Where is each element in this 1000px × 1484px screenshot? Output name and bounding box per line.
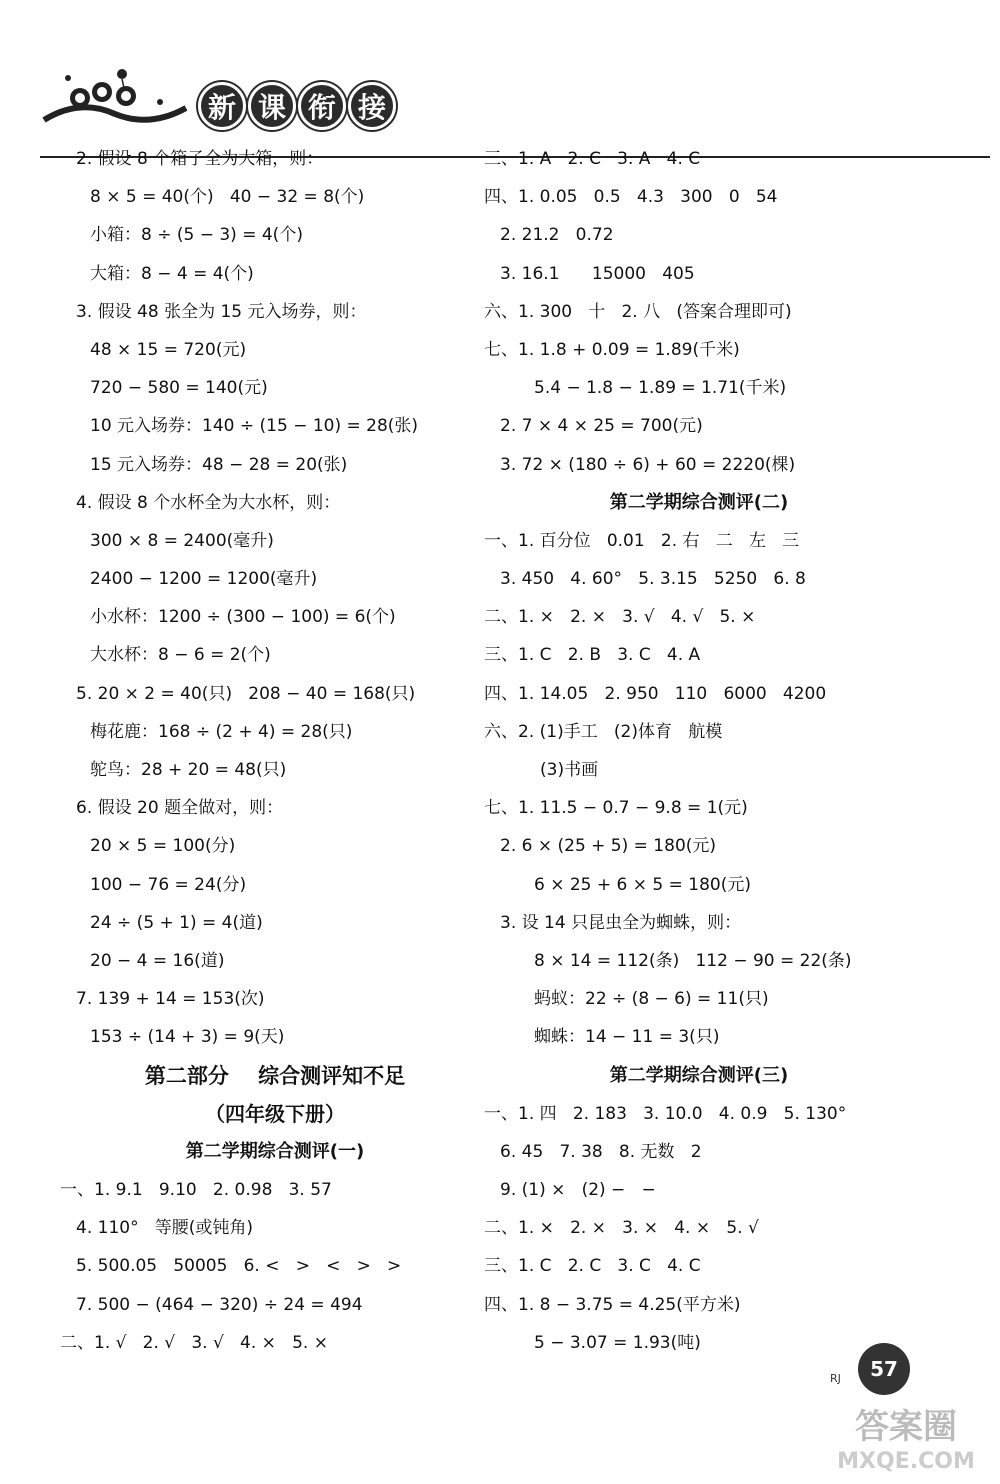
title-char: 新	[198, 82, 246, 130]
answer-line: 蚂蚁：22 ÷ (8 − 6) = 11(只)	[534, 989, 769, 1010]
page-header	[40, 68, 990, 138]
svg-text:答案圈: 答案圈	[855, 1407, 957, 1447]
answer-line: (3)书画	[540, 760, 599, 780]
answer-line: 二、1. × 2. × 3. √ 4. √ 5. ×	[484, 607, 756, 628]
answer-line: 6 × 25 + 6 × 5 = 180(元)	[534, 874, 751, 895]
answer-line: 48 × 15 = 720(元)	[90, 339, 247, 360]
section-heading: 第二学期综合测评(二)	[609, 491, 789, 513]
answer-line: 3. 假设 48 张全为 15 元入场券，则：	[76, 301, 367, 322]
answer-line: 4. 110° 等腰(或钝角)	[76, 1218, 254, 1239]
answer-line: 四、1. 8 − 3.75 = 4.25(平方米)	[484, 1294, 741, 1315]
answer-line: 2. 21.2 0.72	[500, 225, 614, 246]
answer-line: 大箱：8 − 4 = 4(个)	[90, 263, 254, 284]
answer-line: 一、1. 四 2. 183 3. 10.0 4. 0.9 5. 130°	[484, 1103, 847, 1124]
answer-line: 4. 假设 8 个水杯全为大水杯，则：	[76, 492, 341, 513]
answer-line: 四、1. 0.05 0.5 4.3 300 0 54	[484, 187, 778, 208]
answer-line: 3. 450 4. 60° 5. 3.15 5250 6. 8	[500, 569, 806, 590]
answer-line: 100 − 76 = 24(分)	[90, 874, 247, 895]
answer-line: 三、1. C 2. C 3. C 4. C	[484, 1256, 701, 1277]
answer-line: 2. 6 × (25 + 5) = 180(元)	[500, 836, 717, 857]
answer-line: 2. 7 × 4 × 25 = 700(元)	[500, 416, 703, 437]
answer-line: 6. 45 7. 38 8. 无数 2	[500, 1141, 702, 1162]
answer-line: 15 元入场券：48 − 28 = 20(张)	[90, 454, 348, 475]
answer-line: 20 × 5 = 100(分)	[90, 836, 236, 857]
section-heading: 第二部分 综合测评知不足	[144, 1063, 406, 1088]
answer-line: 153 ÷ (14 + 3) = 9(天)	[90, 1027, 285, 1048]
answer-line: 梅花鹿：168 ÷ (2 + 4) = 28(只)	[90, 721, 353, 742]
answer-line: 三、1. C 2. B 3. C 4. A	[484, 645, 701, 666]
answer-line: 2400 − 1200 = 1200(毫升)	[90, 569, 318, 590]
answer-line: 2. 假设 8 个箱子全为大箱，则：	[76, 149, 324, 169]
answer-line: 5 − 3.07 = 1.93(吨)	[534, 1332, 701, 1353]
answer-line: 3. 72 × (180 ÷ 6) + 60 = 2220(棵)	[500, 454, 796, 475]
answer-line: 3. 设 14 只昆虫全为蜘蛛，则：	[500, 912, 742, 933]
answer-line: 8 × 5 = 40(个) 40 − 32 = 8(个)	[90, 187, 365, 208]
kids-mascot-icon	[40, 68, 190, 134]
edition-label: RJ	[830, 1372, 841, 1385]
answer-line: 7. 139 + 14 = 153(次)	[76, 989, 265, 1010]
answer-line: 七、1. 11.5 − 0.7 − 9.8 = 1(元)	[484, 798, 748, 819]
page-number: 57	[858, 1343, 910, 1395]
answer-line: 8 × 14 = 112(条) 112 − 90 = 22(条)	[534, 950, 852, 971]
title-char: 课	[248, 82, 296, 130]
answer-line: 三、1. A 2. C 3. A 4. C	[484, 149, 701, 169]
answer-line: 小水杯：1200 ÷ (300 − 100) = 6(个)	[90, 607, 396, 628]
answer-line: 大水杯：8 − 6 = 2(个)	[90, 645, 271, 666]
right-answer-column	[484, 140, 914, 1362]
answer-line: 720 − 580 = 140(元)	[90, 378, 268, 399]
answer-line: 鸵鸟：28 + 20 = 48(只)	[90, 760, 287, 780]
answer-line: 小箱：8 ÷ (5 − 3) = 4(个)	[90, 225, 303, 246]
answer-line: 一、1. 百分位 0.01 2. 右 二 左 三	[484, 530, 800, 551]
answer-line: 7. 500 − (464 − 320) ÷ 24 = 494	[76, 1294, 363, 1315]
title-char: 接	[348, 82, 396, 130]
answer-line: 二、1. × 2. × 3. × 4. × 5. √	[484, 1218, 759, 1239]
answer-line: 300 × 8 = 2400(毫升)	[90, 530, 274, 551]
watermark-logo	[826, 1398, 986, 1478]
answer-line: 一、1. 9.1 9.10 2. 0.98 3. 57	[60, 1180, 332, 1201]
answer-line: 5. 500.05 50005 6. < > < > >	[76, 1256, 402, 1277]
section-heading: （四年级下册）	[205, 1101, 345, 1126]
left-answer-column	[60, 140, 490, 1362]
svg-text:MXQE.COM: MXQE.COM	[837, 1449, 975, 1474]
answer-line: 六、2. (1)手工 (2)体育 航模	[484, 721, 723, 742]
answer-line: 6. 假设 20 题全做对，则：	[76, 798, 284, 819]
answer-line: 20 − 4 = 16(道)	[90, 950, 225, 971]
section-heading: 第二学期综合测评(三)	[609, 1064, 789, 1086]
answer-line: 七、1. 1.8 + 0.09 = 1.89(千米)	[484, 339, 740, 360]
answer-line: 9. (1) × (2) − −	[500, 1180, 656, 1201]
answer-line: 24 ÷ (5 + 1) = 4(道)	[90, 912, 263, 933]
title-char: 衔	[298, 82, 346, 130]
answer-line: 二、1. √ 2. √ 3. √ 4. × 5. ×	[60, 1332, 328, 1353]
answer-line: 六、1. 300 十 2. 八 (答案合理即可)	[484, 301, 792, 322]
answer-line: 10 元入场券：140 ÷ (15 − 10) = 28(张)	[90, 416, 419, 437]
answer-line: 四、1. 14.05 2. 950 110 6000 4200	[484, 683, 827, 704]
answer-line: 5. 20 × 2 = 40(只) 208 − 40 = 168(只)	[76, 683, 416, 704]
answer-line: 5.4 − 1.8 − 1.89 = 1.71(千米)	[534, 378, 787, 399]
section-heading: 第二学期综合测评(一)	[185, 1140, 365, 1162]
header-title	[198, 82, 396, 130]
answer-line: 3. 16.1 15000 405	[500, 263, 695, 284]
answer-line: 蜘蛛：14 − 11 = 3(只)	[534, 1027, 720, 1048]
